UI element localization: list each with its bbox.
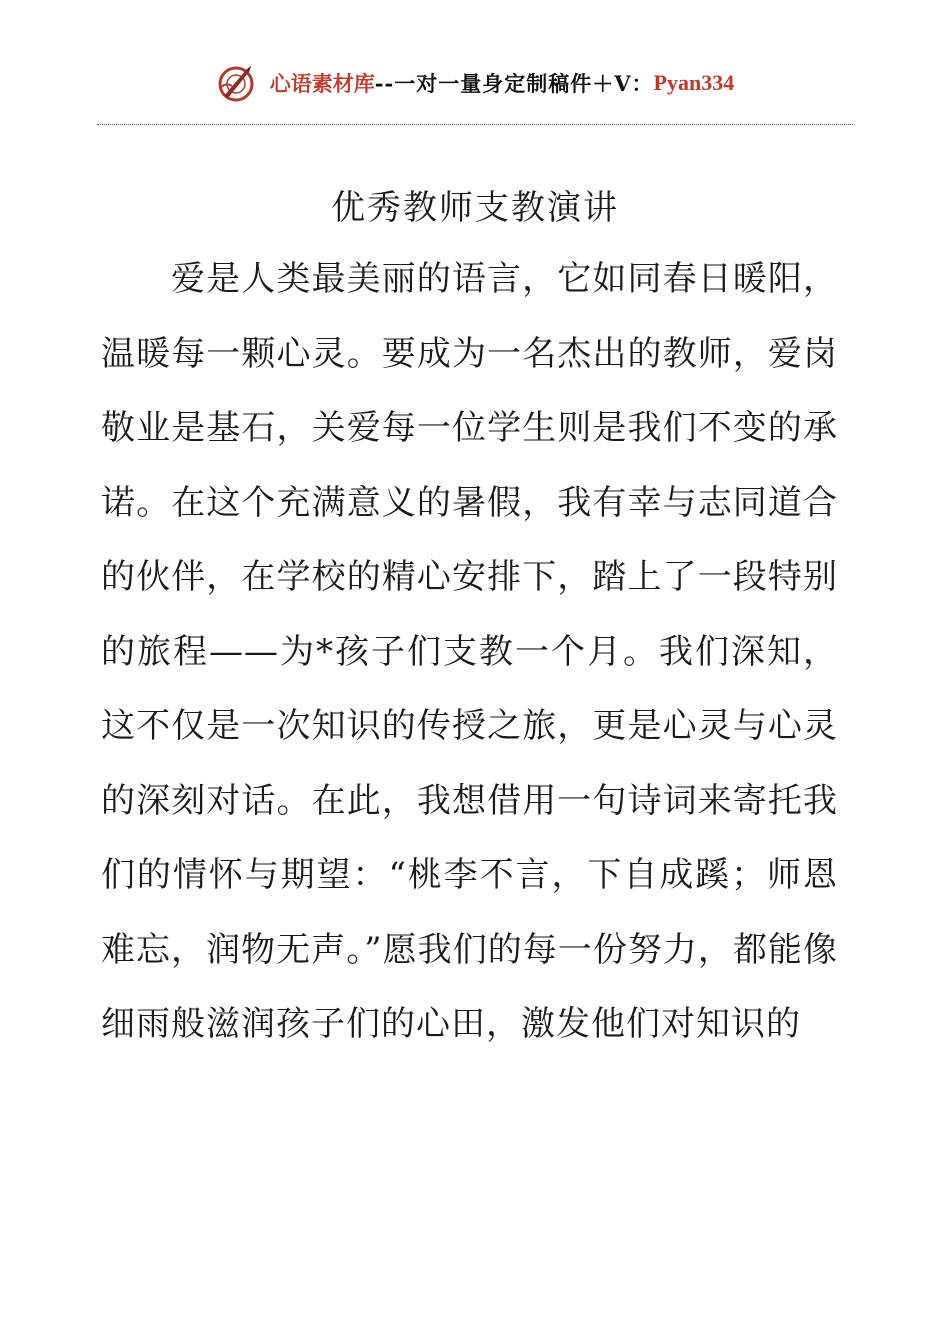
page-header xyxy=(0,58,950,108)
pen-circle-logo-icon xyxy=(216,62,258,104)
header-slogan: --一对一量身定制稿件＋V： xyxy=(374,71,654,96)
body-paragraph: 爱是人类最美丽的语言，它如同春日暖阳，温暖每一颗心灵。要成为一名杰出的教师，爱岗敬业是基石，关爱每一位学生则是我们不变的承诺。在这个充满意义的暑假，我有幸与志同道合的伙伴，在学校的精心安排下，踏上了一段特别的旅程——为*孩子们支教一个月。我们深知，这不仅是一次知识的传授之旅，更是心灵与心灵的深刻对话。在此，我想借用一句诗词来寄托我们的情怀与期望：“桃李不言，下自成蹊；师恩难忘，润物无声。”愿我们的每一份努力，都能像细雨般滋润孩子们的心田，激发他们对知识的 xyxy=(101,259,838,1044)
header-divider xyxy=(97,124,853,125)
header-brand: 心语素材库 xyxy=(269,71,375,96)
header-contact: Pyan334 xyxy=(653,70,735,95)
document-title: 优秀教师支教演讲 xyxy=(331,188,619,228)
